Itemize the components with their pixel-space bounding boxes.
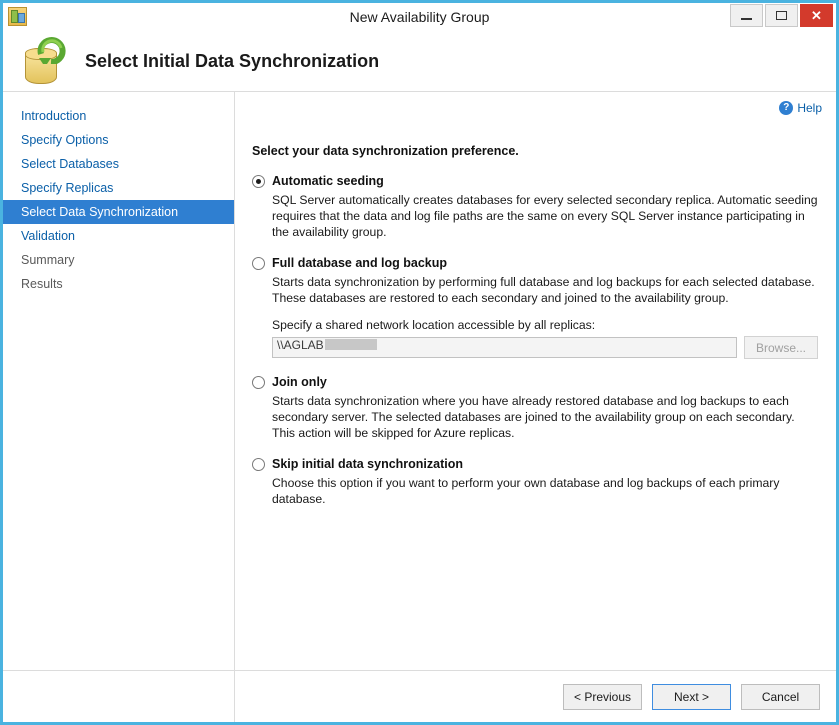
dialog-footer — [3, 670, 836, 722]
option-join-only — [252, 375, 822, 441]
sidebar-item-summary: Summary — [21, 253, 75, 267]
shared-location-row — [272, 336, 822, 359]
browse-button[interactable]: Browse... — [744, 336, 818, 359]
help-label: Help — [797, 101, 822, 115]
next-button[interactable]: Next > — [652, 684, 731, 710]
sidebar-item-introduction[interactable]: Introduction — [21, 109, 87, 123]
option-automatic-seeding — [252, 174, 822, 240]
content-pane — [235, 92, 836, 670]
close-button[interactable]: ✕ — [800, 4, 833, 27]
radio-automatic-seeding[interactable] — [252, 175, 265, 188]
minimize-button[interactable] — [730, 4, 763, 27]
shared-location-label: Specify a shared network location accessible by all replicas: — [272, 318, 596, 332]
maximize-icon — [776, 11, 787, 20]
availability-group-icon — [8, 7, 27, 26]
sidebar-item-validation[interactable]: Validation — [21, 229, 75, 243]
sidebar-item-specify-replicas[interactable]: Specify Replicas — [21, 181, 114, 195]
title-bar — [3, 3, 836, 31]
sync-preference-prompt: Select your data synchronization preference. — [252, 144, 519, 158]
option-label-join-only[interactable]: Join only — [272, 375, 327, 389]
shared-location-value: \\AGLAB — [277, 338, 324, 352]
sidebar-item-specify-options[interactable]: Specify Options — [21, 133, 109, 147]
radio-skip-initial-sync[interactable] — [252, 458, 265, 471]
previous-button[interactable]: < Previous — [563, 684, 642, 710]
window-controls — [730, 3, 836, 28]
data-sync-icon — [19, 36, 71, 86]
page-title: Select Initial Data Synchronization — [85, 50, 380, 71]
cancel-button[interactable]: Cancel — [741, 684, 820, 710]
sidebar-item-results: Results — [21, 277, 63, 291]
option-label-full-backup[interactable]: Full database and log backup — [272, 256, 448, 270]
option-label-automatic-seeding[interactable]: Automatic seeding — [272, 174, 384, 188]
option-skip-initial-sync — [252, 457, 822, 507]
minimize-icon — [741, 18, 752, 20]
window-title: New Availability Group — [349, 8, 490, 25]
help-icon: ? — [779, 101, 793, 115]
dialog-body — [3, 91, 836, 670]
option-full-backup — [252, 256, 822, 359]
green-refresh-arrow-icon — [37, 36, 67, 64]
option-description-join-only: Starts data synchronization where you have already restored database and log backups to each secondary server. The selected databases are joined to the availability group on each secondary. This action will be skipped for Azure replicas. — [272, 394, 795, 440]
footer-sidebar-divider — [3, 670, 235, 722]
page-header — [3, 31, 836, 91]
option-description-automatic-seeding: SQL Server automatically creates databases for every selected secondary replica. Automatic seeding requires that the data and log file paths are the same on every SQL Server instance participating in the availability group. — [272, 193, 818, 239]
redacted-path-block — [325, 339, 377, 350]
shared-location-input[interactable] — [272, 337, 737, 358]
option-label-skip-initial-sync[interactable]: Skip initial data synchronization — [272, 457, 464, 471]
radio-join-only[interactable] — [252, 376, 265, 389]
option-description-skip-initial-sync: Choose this option if you want to perform your own database and log backups of each primary database. — [272, 476, 780, 506]
radio-full-backup[interactable] — [252, 257, 265, 270]
wizard-steps-sidebar — [3, 92, 235, 670]
sidebar-item-select-data-synchronization[interactable]: Select Data Synchronization — [3, 200, 234, 224]
sidebar-item-select-databases[interactable]: Select Databases — [21, 157, 119, 171]
help-link[interactable] — [779, 101, 822, 115]
maximize-button[interactable] — [765, 4, 798, 27]
option-description-full-backup: Starts data synchronization by performing full database and log backups for each selected database. These databases are restored to each secondary and joined to the availability group. — [272, 275, 815, 305]
